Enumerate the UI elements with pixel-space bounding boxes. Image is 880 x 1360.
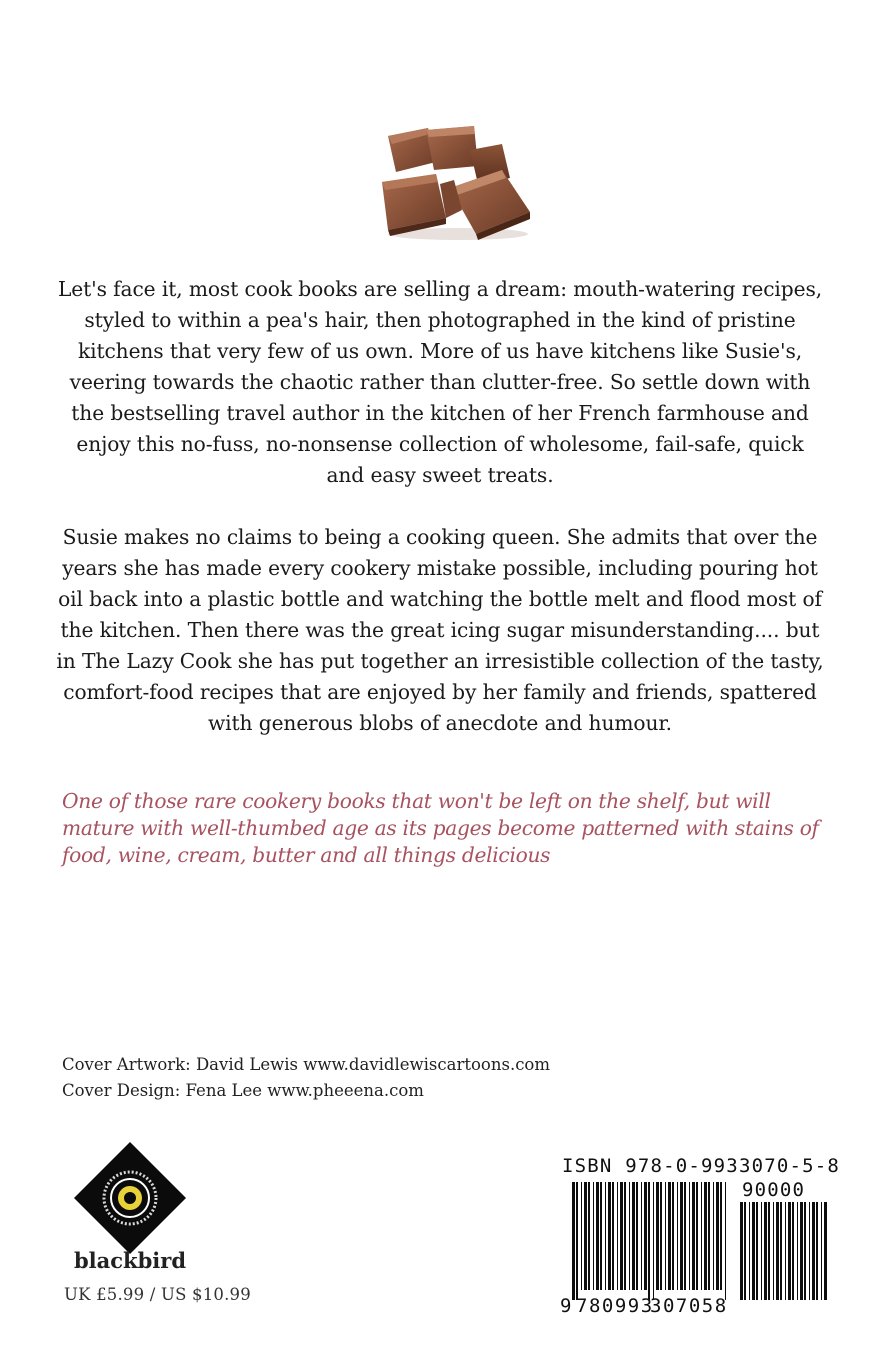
barcode-bar	[584, 1182, 587, 1290]
barcode-bar	[809, 1202, 810, 1300]
barcode-bar	[624, 1182, 626, 1290]
cover-artwork-credit: Cover Artwork: David Lewis www.davidlewiscartoons.com	[62, 1055, 551, 1074]
ean-first-digit: 9	[560, 1295, 572, 1317]
barcode-bar	[785, 1202, 786, 1300]
isbn-label: ISBN 978-0-9933070-5-8	[562, 1155, 841, 1177]
barcode-bar	[588, 1182, 590, 1290]
barcode-bar	[641, 1182, 642, 1290]
barcode-bar	[677, 1182, 678, 1290]
barcode-bar	[692, 1182, 695, 1290]
barcode-bar	[764, 1202, 767, 1300]
barcode-bar	[605, 1182, 606, 1290]
barcode-bar	[704, 1182, 707, 1290]
ean-right-digits: 307058	[650, 1295, 728, 1317]
barcode-bar	[744, 1202, 746, 1300]
blackbird-logo	[72, 1140, 188, 1256]
barcode-bar	[668, 1182, 671, 1290]
barcode-bar	[797, 1202, 798, 1300]
description-paragraph-2: Susie makes no claims to being a cooking queen. She admits that over the years she has made every cookery mistake possible, including pouring hot oil back into a plastic bottle and watching the bottle melt and flood most of the kitchen. Then there was the great icing sugar misunderstanding.... but in The Lazy Cook she has put together an irresistible collection of the tasty, comfort-food recipes that are enjoyed by her family and friends, spattered with generous blobs of anecdote and humour.	[56, 525, 824, 735]
barcode-bar	[689, 1182, 690, 1290]
barcode-bar	[713, 1182, 714, 1290]
addon-digits: 90000	[742, 1179, 806, 1201]
barcode-bar	[768, 1202, 770, 1300]
barcode-bar	[680, 1182, 683, 1290]
ean-left-digits: 780993	[576, 1295, 654, 1317]
barcode-bar	[620, 1182, 623, 1290]
barcode-bar	[720, 1182, 722, 1290]
publisher-name: blackbird	[73, 1248, 186, 1273]
barcode-bar	[684, 1182, 686, 1290]
barcode-bar	[617, 1182, 618, 1290]
barcode-bar	[572, 1182, 575, 1300]
cover-design-credit: Cover Design: Fena Lee www.pheeena.com	[62, 1081, 424, 1100]
barcode-bar	[648, 1182, 650, 1300]
barcode-bar	[708, 1182, 710, 1290]
barcode-bar	[629, 1182, 630, 1290]
fudge-image	[374, 122, 536, 242]
barcode-bar	[761, 1202, 762, 1300]
barcode	[560, 1178, 828, 1318]
barcode-bar	[776, 1202, 779, 1300]
barcode-bar	[672, 1182, 674, 1290]
barcode-bar	[780, 1202, 782, 1300]
barcode-bar	[612, 1182, 614, 1290]
addon-bars	[740, 1202, 827, 1300]
barcode-bar	[701, 1182, 702, 1290]
barcode-bar	[660, 1182, 662, 1290]
barcode-bar	[740, 1202, 743, 1300]
barcode-bar	[665, 1182, 666, 1290]
barcode-bar	[696, 1182, 698, 1290]
credits	[62, 1052, 582, 1104]
barcode-bar	[800, 1202, 803, 1300]
barcode-bar	[756, 1202, 758, 1300]
barcode-bar	[821, 1202, 822, 1300]
barcode-bar	[725, 1182, 726, 1300]
barcode-bar	[812, 1202, 815, 1300]
barcode-bar	[716, 1182, 719, 1290]
barcode-bar	[632, 1182, 635, 1290]
barcode-bar	[816, 1202, 818, 1300]
description-paragraph-1: Let's face it, most cook books are selling a dream: mouth-watering recipes, styled to within a pea's hair, then photographed in the kind of pristine kitchens that very few of us own. More of us have kitchens like Susie's, veering towards the chaotic rather than clutter-free. So settle down with the bestselling travel author in the kitchen of her French farmhouse and enjoy this no-fuss, no-nonsense collection of wholesome, fail-safe, quick and easy sweet treats.	[57, 277, 823, 487]
barcode-bar	[636, 1182, 638, 1290]
barcode-bar	[644, 1182, 647, 1290]
barcode-bar	[824, 1202, 827, 1300]
ean-bars	[572, 1182, 726, 1300]
barcode-bar	[773, 1202, 774, 1300]
barcode-bar	[749, 1202, 750, 1300]
barcode-bar	[581, 1182, 582, 1290]
barcode-bar	[608, 1182, 611, 1290]
barcode-bar	[792, 1202, 794, 1300]
review-quote: One of those rare cookery books that won't be left on the shelf, but will mature with well-thumbed age as its pages become patterned with stains of food, wine, cream, butter and all things delicious	[62, 789, 819, 867]
barcode-bar	[752, 1202, 755, 1300]
barcode-bar	[788, 1202, 791, 1300]
barcode-bar	[653, 1182, 654, 1300]
barcode-bar	[804, 1202, 806, 1300]
price: UK £5.99 / US $10.99	[64, 1285, 251, 1304]
barcode-bar	[600, 1182, 602, 1290]
barcode-bar	[596, 1182, 599, 1290]
barcode-bar	[656, 1182, 659, 1290]
barcode-bar	[576, 1182, 578, 1300]
barcode-bar	[593, 1182, 594, 1290]
